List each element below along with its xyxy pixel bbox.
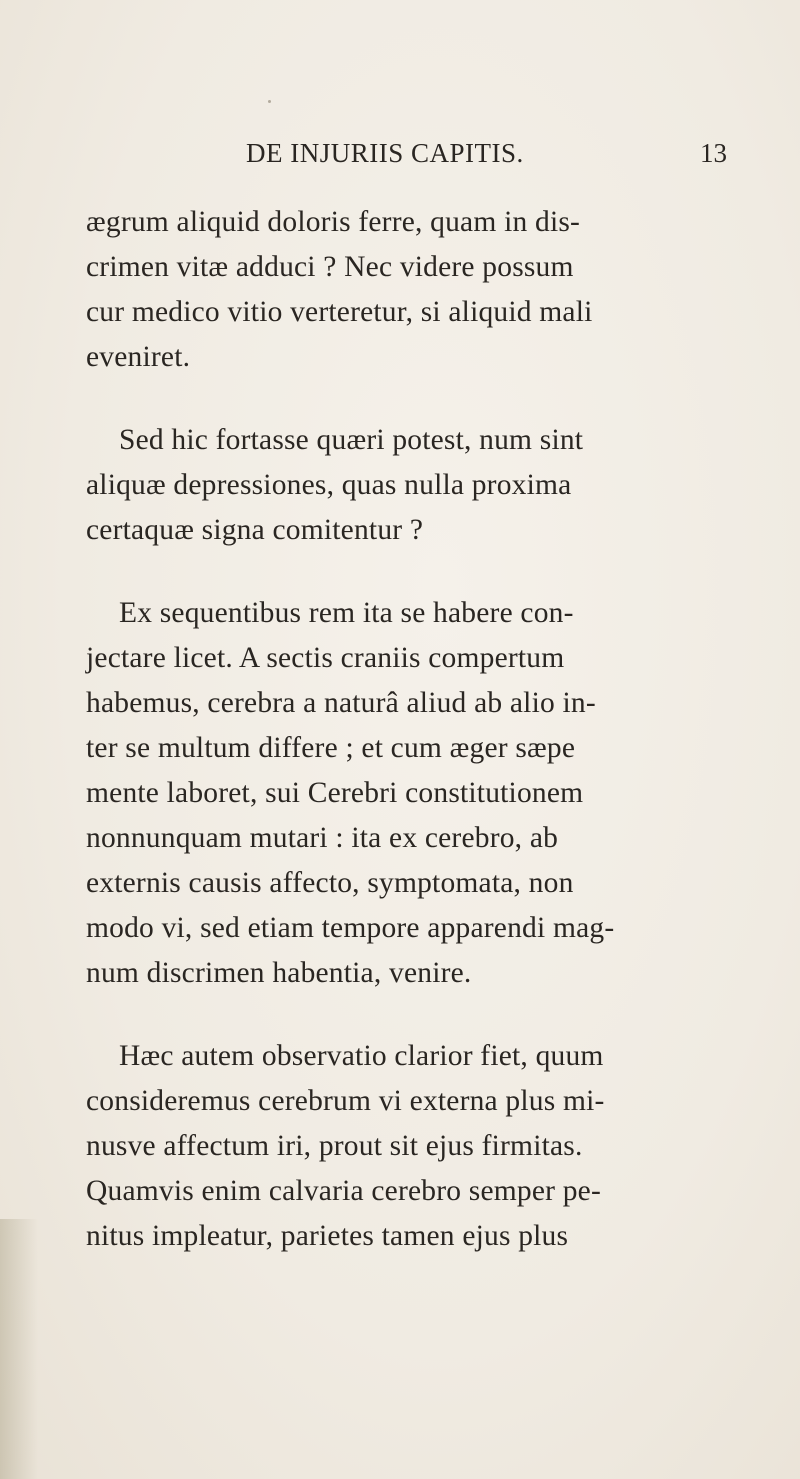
page-number: 13 xyxy=(700,138,727,168)
text-line: nusve affectum iri, prout sit ejus firmitas. xyxy=(86,1130,583,1162)
paragraph xyxy=(86,418,766,553)
paragraph xyxy=(86,200,766,380)
text-line: ægrum aliquid doloris ferre, quam in dis- xyxy=(86,206,581,238)
body-text xyxy=(86,200,766,1259)
text-line: num discrimen habentia, venire. xyxy=(86,957,472,989)
text-line: Hæc autem observatio clarior fiet, quum xyxy=(119,1040,604,1072)
text-line: certaquæ signa comitentur ? xyxy=(86,514,424,546)
running-head xyxy=(0,133,800,173)
text-line: cur medico vitio verteretur, si aliquid mali xyxy=(86,296,593,328)
running-title: DE INJURIIS CAPITIS. xyxy=(246,138,524,168)
text-line: mente laboret, sui Cerebri constitutionem xyxy=(86,777,584,809)
text-line: Ex sequentibus rem ita se habere con- xyxy=(119,597,574,629)
text-line: modo vi, sed etiam tempore apparendi mag- xyxy=(86,912,615,944)
text-line: externis causis affecto, symptomata, non xyxy=(86,867,574,899)
text-line: Quamvis enim calvaria cerebro semper pe- xyxy=(86,1175,602,1207)
text-line: consideremus cerebrum vi externa plus mi- xyxy=(86,1085,605,1117)
text-line: eveniret. xyxy=(86,341,191,373)
paper-speck xyxy=(268,100,271,103)
text-line: crimen vitæ adduci ? Nec videre possum xyxy=(86,251,574,283)
text-line: jectare licet. A sectis craniis compertum xyxy=(86,642,565,674)
text-line: nonnunquam mutari : ita ex cerebro, ab xyxy=(86,822,559,854)
text-line: habemus, cerebra a naturâ aliud ab alio in- xyxy=(86,687,596,719)
binding-shadow xyxy=(0,1219,38,1479)
paragraph xyxy=(86,1034,766,1259)
text-line: aliquæ depressiones, quas nulla proxima xyxy=(86,469,572,501)
text-line: ter se multum differe ; et cum æger sæpe xyxy=(86,732,576,764)
text-line: nitus impleatur, parietes tamen ejus plus xyxy=(86,1220,569,1252)
text-line: Sed hic fortasse quæri potest, num sint xyxy=(119,424,584,456)
paragraph xyxy=(86,591,766,996)
